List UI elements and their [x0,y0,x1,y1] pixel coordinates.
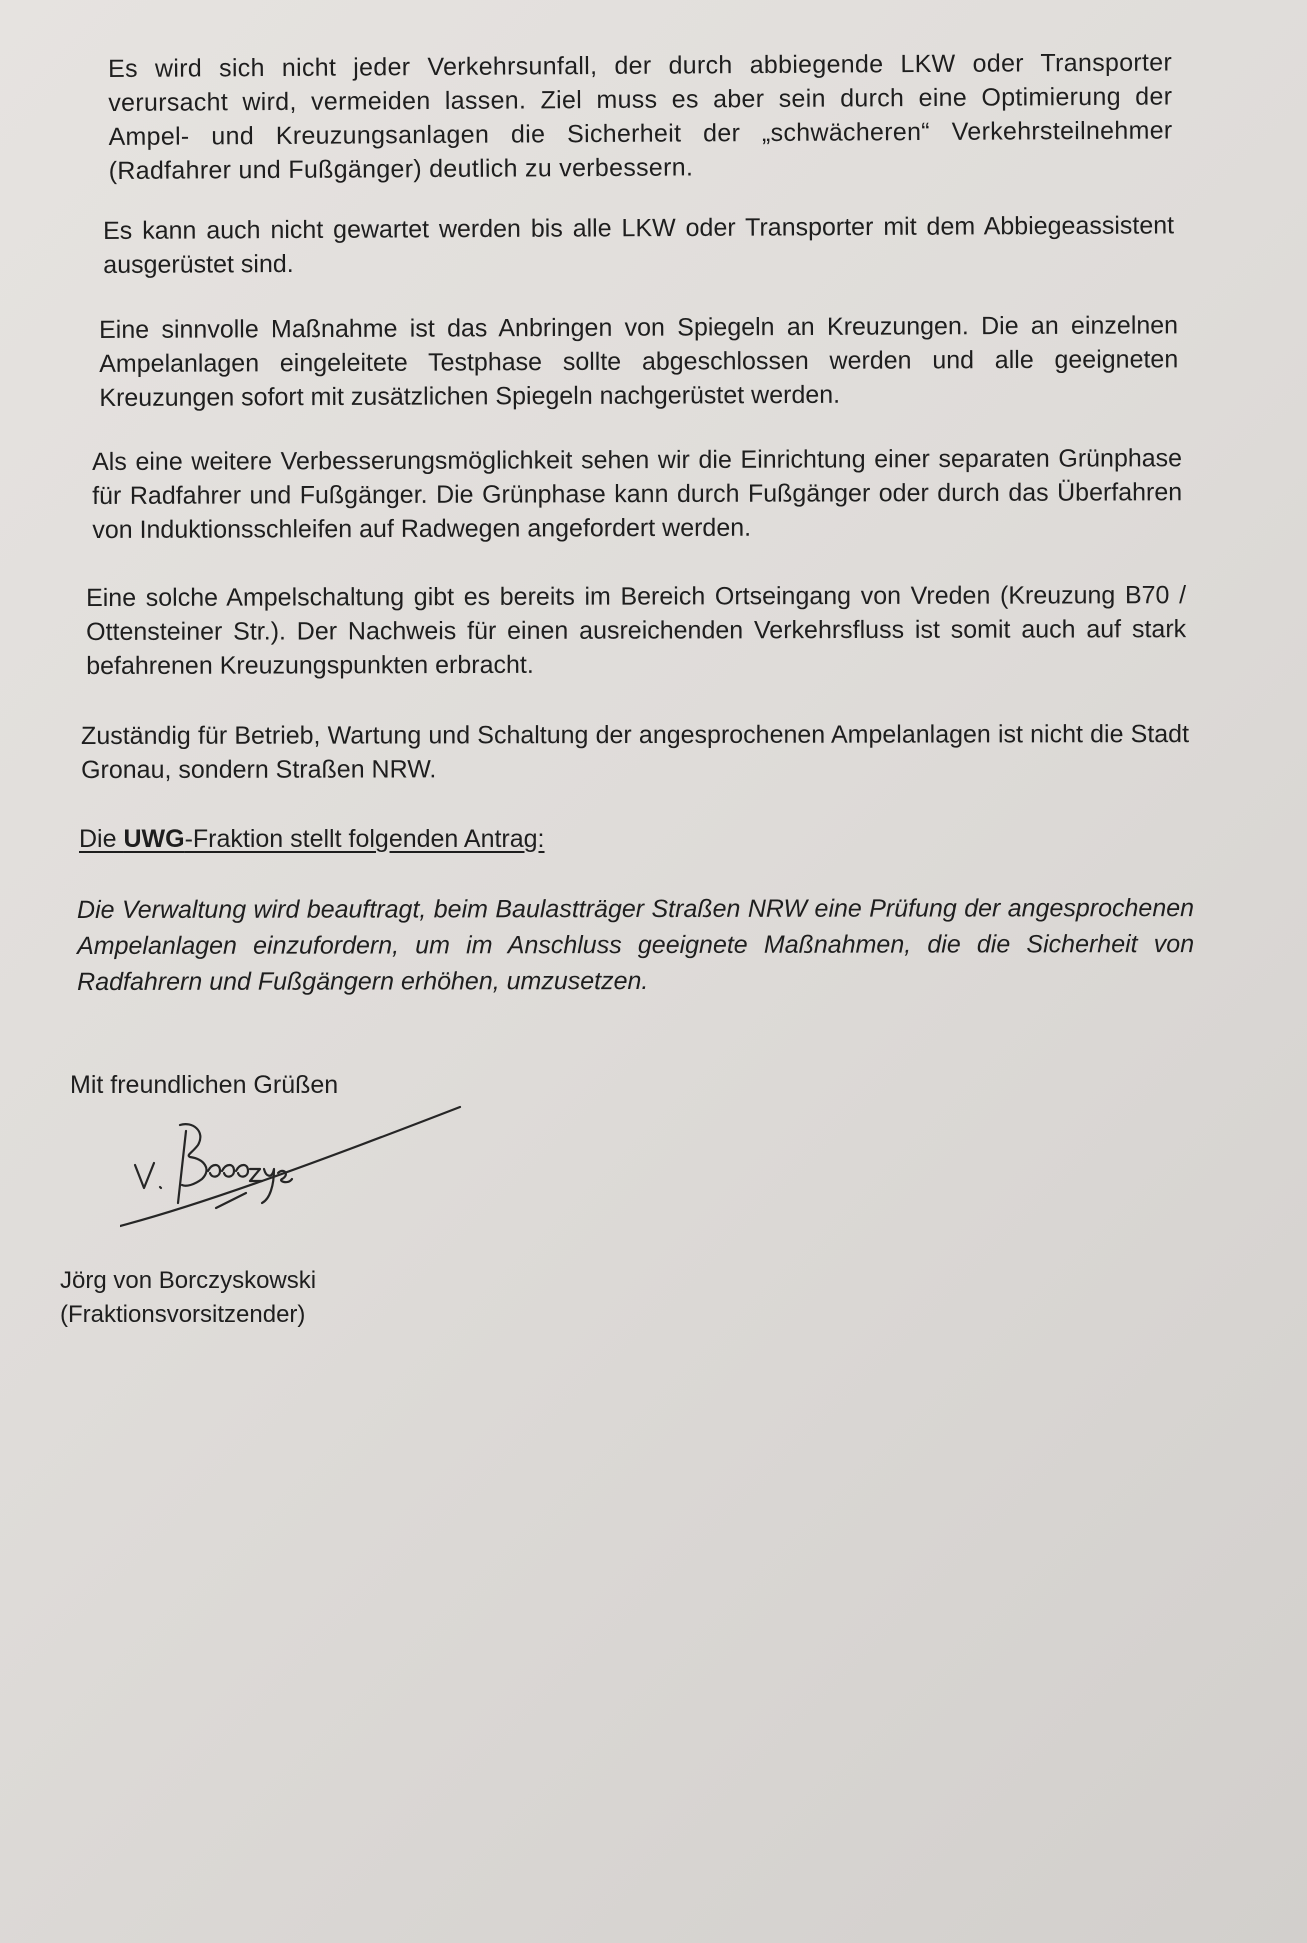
paragraph-vreden: Eine solche Ampelschaltung gibt es bereits im Bereich Ortseingang von Vreden (Kreuzung B70 / Ottensteiner Str.). Der Nachweis für einen ausreichenden Verkehrsfluss ist somit auch auf stark befahrenen Kreuzungspunkten erbracht. [86,581,1187,680]
motion-heading-party: UWG [123,825,185,853]
handwritten-signature [120,1095,480,1235]
paragraph-gruenphase: Als eine weitere Verbesserungsmöglichkeit sehen wir die Einrichtung einer separaten Grünphase für Radfahrer und Fußgänger. Die Grünphase kann durch Fußgänger oder durch das Überfahren von Induktionsschleifen auf Radwegen angefordert werden. [92,444,1183,544]
paragraph-spiegel: Eine sinnvolle Maßnahme ist das Anbringen von Spiegeln an Kreuzungen. Die an einzelnen Ampelanlagen eingeleitete Testphase sollte abgeschlossen werden und alle geeigneten Kreuzungen sofort mit zusätzlichen Spiegeln nachgerüstet werden. [99,311,1179,412]
signer-name: Jörg von Borczyskowski [60,1267,317,1294]
motion-text: Die Verwaltung wird beauftragt, beim Baulastträger Straßen NRW eine Prüfung der angesprochenen Ampelanlagen einzufordern, um im Anschluss geeignete Maßnahmen, die die Sicherheit von Radfahrern und Fußgängern erhöhen, umzusetzen. [77,894,1195,996]
motion-heading-prefix: Die [79,825,124,853]
paragraph-abbiegeassistent: Es kann auch nicht gewartet werden bis alle LKW oder Transporter mit dem Abbiegeassistent ausgerüstet sind. [103,211,1175,279]
signer-role: (Fraktionsvorsitzender) [60,1301,306,1328]
motion-heading [79,822,545,856]
paragraph-unfall: Es wird sich nicht jeder Verkehrsunfall, der durch abbiegende LKW oder Transporter verursacht wird, vermeiden lassen. Ziel muss es aber sein durch eine Optimierung der Ampel- und Kreuzungsanlagen die Sicherheit der „schwächeren“ Verkehrsteilnehmer (Radfahrer und Fußgänger) deutlich zu verbessern. [108,48,1173,185]
closing-greeting: Mit freundlichen Grüßen [70,1071,339,1099]
motion-heading-suffix: -Fraktion stellt folgenden Antrag: [184,825,545,853]
paragraph-zustaendigkeit: Zuständig für Betrieb, Wartung und Schaltung der angesprochenen Ampelanlagen ist nicht die Stadt Gronau, sondern Straßen NRW. [81,720,1190,784]
